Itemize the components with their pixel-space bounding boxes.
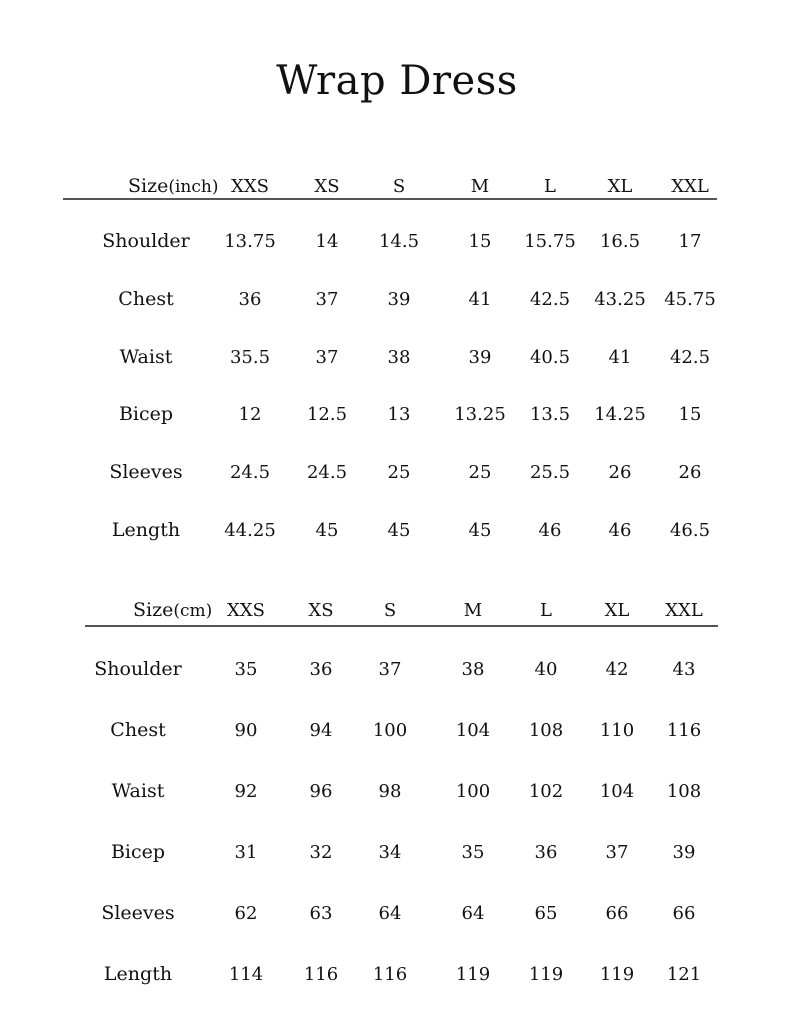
measurement-value: 24.5 (306, 462, 348, 484)
measurement-value: 45 (315, 520, 339, 541)
measurement-value: 14.25 (594, 404, 646, 426)
measurement-label: Waist (111, 780, 165, 802)
measurement-value: 41 (608, 346, 632, 368)
measurement-label: Chest (118, 287, 174, 310)
size-column-header: M (463, 600, 483, 621)
size-header-word: Size (133, 599, 174, 621)
measurement-value: 15 (678, 404, 702, 426)
measurement-value: 12 (238, 404, 262, 426)
measurement-value: 39 (387, 288, 411, 310)
measurement-value: 25 (387, 462, 411, 484)
measurement-value: 110 (599, 720, 635, 741)
measurement-value: 13.75 (224, 231, 276, 252)
size-column-header: XXS (227, 600, 265, 621)
measurement-value: 98 (378, 781, 402, 802)
measurement-value: 13.25 (454, 404, 506, 426)
measurement-value: 39 (468, 346, 492, 368)
measurement-value: 36 (238, 288, 262, 310)
measurement-value: 15 (468, 231, 492, 252)
measurement-value: 46 (538, 520, 562, 541)
measurement-value: 32 (309, 842, 333, 863)
measurement-value: 119 (599, 964, 635, 985)
measurement-value: 43.25 (594, 288, 646, 310)
measurement-value: 24.5 (229, 462, 271, 484)
size-column-header: S (383, 600, 397, 621)
size-header-label (128, 175, 218, 197)
page-title: Wrap Dress (276, 58, 518, 104)
measurement-value: 37 (605, 842, 629, 863)
measurement-value: 41 (468, 288, 492, 310)
measurement-value: 63 (309, 903, 333, 924)
measurement-value: 34 (378, 842, 402, 863)
measurement-value: 13 (387, 404, 411, 426)
measurement-value: 42 (605, 659, 629, 680)
measurement-value: 37 (378, 659, 402, 680)
size-column-header: XS (308, 600, 334, 621)
measurement-value: 116 (372, 964, 408, 985)
measurement-value: 64 (461, 903, 485, 924)
measurement-value: 26 (608, 462, 632, 484)
measurement-value: 65 (534, 903, 558, 924)
size-column-header: S (392, 176, 406, 197)
measurement-value: 36 (309, 659, 333, 680)
size-column-header: M (470, 176, 490, 197)
size-column-header: L (540, 600, 552, 621)
measurement-value: 14 (315, 231, 339, 252)
measurement-value: 114 (228, 964, 264, 985)
measurement-value: 42.5 (529, 288, 571, 310)
measurement-value: 96 (309, 781, 333, 802)
measurement-value: 100 (455, 781, 491, 802)
size-header-label (133, 599, 212, 621)
size-header-unit: (cm) (173, 601, 213, 621)
size-column-header: XL (604, 600, 630, 621)
measurement-value: 35.5 (229, 346, 271, 368)
measurement-label: Length (111, 519, 181, 541)
header-divider (85, 625, 718, 627)
measurement-value: 119 (455, 964, 491, 985)
measurement-value: 13.5 (529, 404, 571, 426)
measurement-label: Shoulder (102, 230, 190, 252)
header-divider (63, 198, 717, 200)
size-column-header: L (544, 176, 556, 197)
measurement-value: 37 (315, 288, 339, 310)
size-column-header: XL (607, 176, 633, 197)
measurement-label: Shoulder (94, 658, 182, 680)
measurement-value: 16.5 (599, 231, 641, 252)
measurement-value: 17 (678, 231, 702, 252)
measurement-value: 39 (672, 842, 696, 863)
measurement-value: 108 (666, 781, 702, 802)
measurement-value: 45.75 (664, 288, 716, 310)
measurement-value: 104 (455, 720, 491, 741)
measurement-value: 14.5 (378, 231, 420, 252)
measurement-value: 90 (234, 720, 258, 741)
measurement-label: Bicep (118, 403, 174, 426)
measurement-label: Sleeves (109, 461, 183, 484)
measurement-label: Waist (119, 345, 173, 368)
measurement-value: 43 (672, 659, 696, 680)
measurement-label: Sleeves (101, 902, 175, 924)
measurement-value: 102 (528, 781, 564, 802)
measurement-value: 116 (666, 720, 702, 741)
size-column-header: XS (314, 176, 340, 197)
measurement-value: 15.75 (524, 231, 576, 252)
measurement-label: Length (103, 963, 173, 985)
measurement-value: 64 (378, 903, 402, 924)
measurement-value: 25 (468, 462, 492, 484)
measurement-value: 42.5 (669, 346, 711, 368)
measurement-value: 62 (234, 903, 258, 924)
measurement-value: 40 (534, 659, 558, 680)
measurement-value: 40.5 (529, 346, 571, 368)
measurement-value: 26 (678, 462, 702, 484)
measurement-value: 100 (372, 720, 408, 741)
measurement-value: 45 (468, 520, 492, 541)
measurement-value: 12.5 (306, 404, 348, 426)
measurement-value: 35 (234, 659, 258, 680)
size-column-header: XXL (671, 176, 709, 197)
measurement-label: Bicep (110, 841, 166, 863)
measurement-value: 38 (461, 659, 485, 680)
measurement-value: 116 (303, 964, 339, 985)
measurement-value: 46 (608, 520, 632, 541)
measurement-value: 121 (666, 964, 702, 985)
size-header-word: Size (128, 175, 169, 197)
measurement-value: 45 (387, 520, 411, 541)
measurement-value: 31 (234, 842, 258, 863)
measurement-value: 104 (599, 781, 635, 802)
measurement-value: 94 (309, 720, 333, 741)
size-column-header: XXL (665, 600, 703, 621)
measurement-value: 108 (528, 720, 564, 741)
size-header-unit: (inch) (168, 177, 219, 197)
measurement-value: 92 (234, 781, 258, 802)
measurement-value: 37 (315, 346, 339, 368)
measurement-value: 35 (461, 842, 485, 863)
measurement-value: 38 (387, 346, 411, 368)
measurement-value: 44.25 (224, 520, 276, 541)
size-column-header: XXS (231, 176, 269, 197)
measurement-value: 66 (605, 903, 629, 924)
measurement-value: 25.5 (529, 462, 571, 484)
measurement-value: 66 (672, 903, 696, 924)
measurement-label: Chest (110, 719, 166, 741)
measurement-value: 36 (534, 842, 558, 863)
measurement-value: 119 (528, 964, 564, 985)
measurement-value: 46.5 (669, 520, 711, 541)
